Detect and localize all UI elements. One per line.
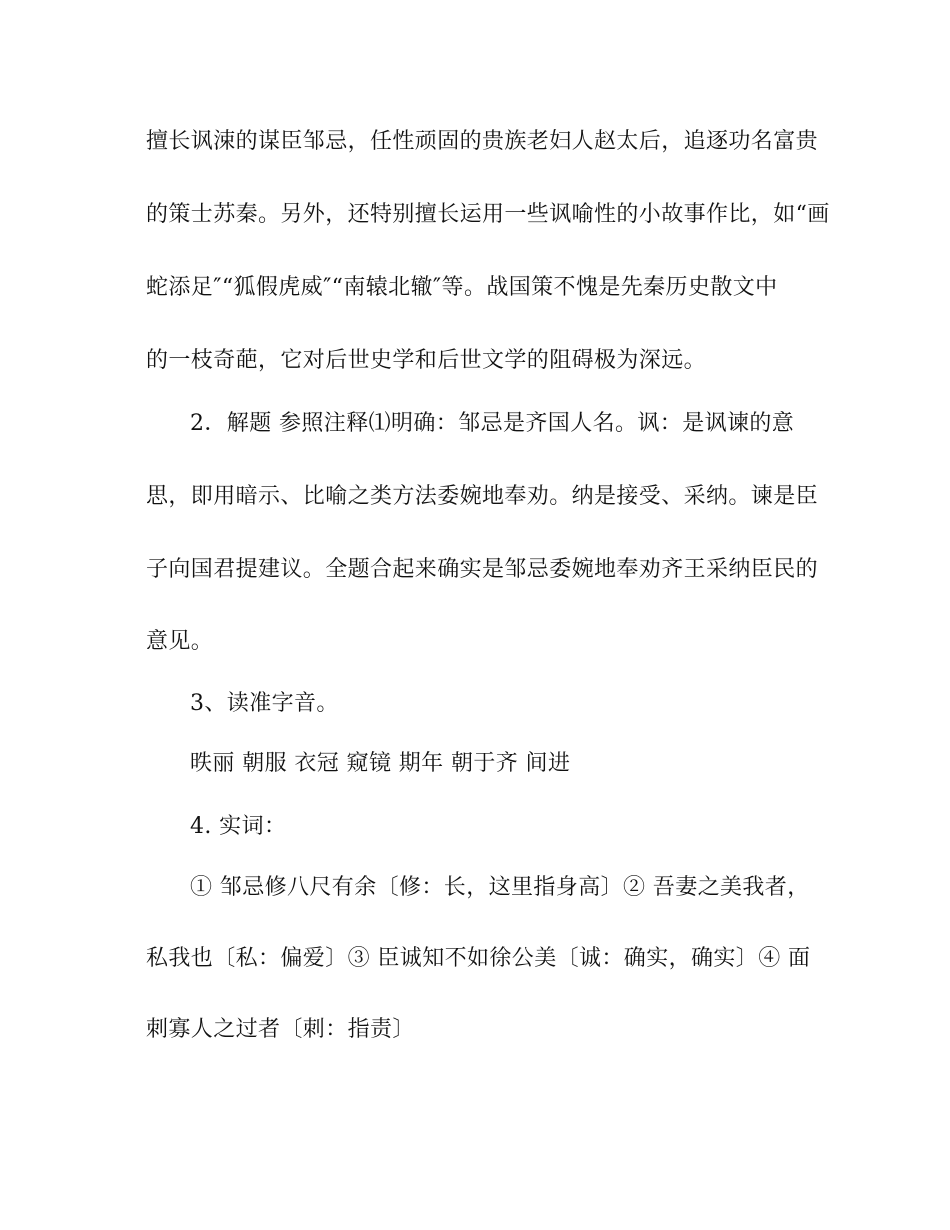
text-line: 蛇添足″“狐假虎威″“南辕北辙″等。战国策不愧是先秦历史散文中 bbox=[146, 275, 778, 300]
text-line: 的一枝奇葩，它对后世史学和后世文学的阻碍极为深远。 bbox=[146, 348, 707, 373]
text-line: 子向国君提建议。全题合起来确实是邹忌委婉地奉劝齐王采纳臣民的 bbox=[146, 557, 819, 582]
section-heading-shici: 4. 实词： bbox=[190, 814, 287, 839]
text-line: 擅长讽涑的谋臣邹忌，任性顽固的贵族老妇人赵太后，追逐功名富贵 bbox=[146, 129, 819, 154]
text-line: ① 邹忌修八尺有余〔修：长，这里指身高〕② 吾妻之美我者， bbox=[190, 875, 810, 900]
text-line: 意见。 bbox=[146, 629, 214, 654]
text-line: 的策士苏秦。另外，还特别擅长运用一些讽喻性的小故事作比，如“画 bbox=[146, 202, 830, 227]
section-heading-jieti: 2．解题 参照注释⑴明确：邹忌是齐国人名。讽：是讽谏的意 bbox=[190, 411, 795, 436]
text-line: 私我也〔私：偏爱〕③ 臣诚知不如徐公美〔诚：确实，确实〕④ 面 bbox=[146, 946, 811, 971]
pronunciation-words: 昳丽 朝服 衣冠 窥镜 期年 朝于齐 间进 bbox=[190, 751, 571, 776]
section-heading-zuyin: 3、读准字音。 bbox=[190, 691, 339, 716]
text-line: 刺寡人之过者〔刺：指责〕 bbox=[146, 1017, 415, 1042]
text-line: 思，即用暗示、比喻之类方法委婉地奉劝。纳是接受、采纳。谏是臣 bbox=[146, 484, 819, 509]
